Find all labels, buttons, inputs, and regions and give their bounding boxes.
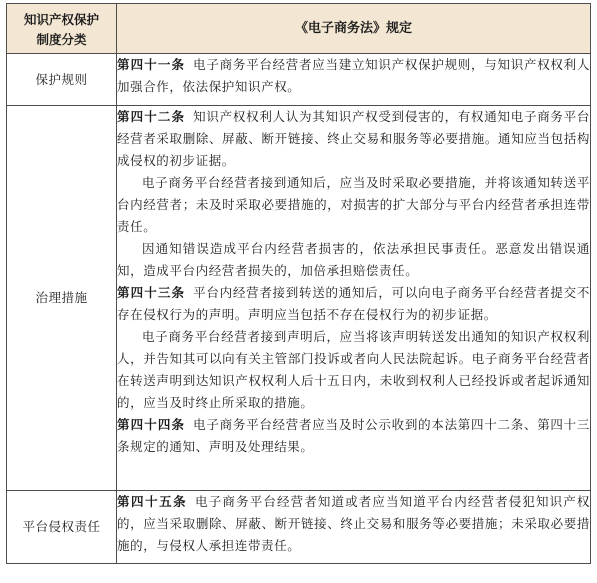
article-number: 第四十二条 (117, 109, 186, 124)
category-cell: 保护规则 (7, 54, 117, 106)
provision-paragraph (117, 491, 590, 557)
provision-paragraph (117, 172, 590, 238)
provision-paragraph (117, 414, 590, 458)
article-number: 第四十三条 (117, 285, 186, 300)
category-cell: 平台侵权责任 (7, 491, 117, 564)
article-text: 电子商务平台经营者应当建立知识产权保护规则，与知识产权权利人加强合作，依法保护知识产权。 (117, 57, 590, 94)
header-provisions: 《电子商务法》规定 (117, 4, 591, 54)
article-number: 第四十四条 (117, 417, 186, 432)
article-text: 电子商务平台经营者应当及时公示收到的本法第四十二条、第四十三条规定的通知、声明及处理结果。 (117, 417, 590, 454)
provision-paragraph (117, 326, 590, 414)
article-text: 平台内经营者接到转送的通知后，可以向电子商务平台经营者提交不存在侵权行为的声明。声明应当包括不存在侵权行为的初步证据。 (117, 285, 590, 322)
article-text: 因通知错误造成平台内经营者损害的，依法承担民事责任。恶意发出错误通知，造成平台内经营者损失的，加倍承担赔偿责任。 (117, 241, 590, 278)
table-row (7, 106, 591, 491)
table-row (7, 491, 591, 564)
provision-cell (117, 106, 591, 491)
provision-paragraph (117, 106, 590, 172)
article-number: 第四十一条 (117, 57, 186, 72)
provision-paragraph (117, 54, 590, 98)
provision-cell (117, 491, 591, 564)
provision-paragraph (117, 238, 590, 282)
table-row (7, 54, 591, 106)
header-category (7, 4, 117, 54)
category-cell: 治理措施 (7, 106, 117, 491)
provision-paragraph (117, 282, 590, 326)
table-header-row (7, 4, 591, 54)
header-category-line1: 知识产权保护 (23, 11, 99, 27)
article-text: 电子商务平台经营者接到通知后，应当及时采取必要措施，并将该通知转送平台内经营者；未及时采取必要措施的，对损害的扩大部分与平台内经营者承担连带责任。 (117, 175, 590, 234)
article-text: 电子商务平台经营者知道或者应当知道平台内经营者侵犯知识产权的，应当采取删除、屏蔽、断开链接、终止交易和服务等必要措施；未采取必要措施的，与侵权人承担连带责任。 (117, 494, 590, 553)
article-number: 第四十五条 (117, 494, 188, 509)
law-table (6, 3, 591, 564)
article-text: 知识产权权利人认为其知识产权受到侵害的，有权通知电子商务平台经营者采取删除、屏蔽、断开链接、终止交易和服务等必要措施。通知应当包括构成侵权的初步证据。 (117, 109, 590, 168)
article-text: 电子商务平台经营者接到声明后，应当将该声明转送发出通知的知识产权权利人，并告知其可以向有关主管部门投诉或者向人民法院起诉。电子商务平台经营者在转送声明到达知识产权权利人后十五日内，未收到权利人已经投诉或者起诉通知的，应当及时终止所采取的措施。 (117, 329, 590, 410)
provision-cell (117, 54, 591, 106)
header-category-line2: 制度分类 (36, 31, 87, 47)
